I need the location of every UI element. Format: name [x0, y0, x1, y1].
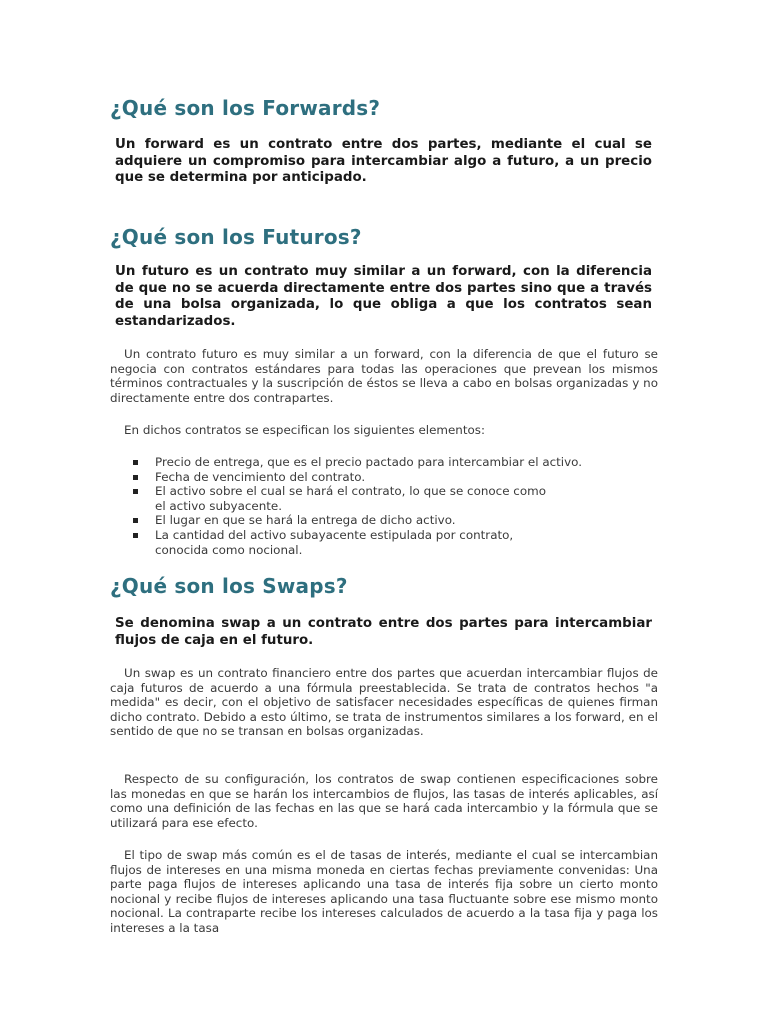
- paragraph-swaps-1: [110, 666, 658, 739]
- list-item-text: El activo sobre el cual se hará el contrato, lo que se conoce como el activo subyacente.: [155, 484, 546, 513]
- paragraph-swaps-1-text: Un swap es un contrato financiero entre dos partes que acuerdan intercambiar flujos de caja futuros de acuerdo a una fórmula preestablecida. Se trata de contratos hechos "a medida" es decir, con el objetivo de satisfacer necesidades específicas de quienes firman dicho contrato. Debido a esto último, se trata de instrumentos similares a los forward, en el sentido de que no se transan en bolsas organizadas.: [110, 666, 658, 739]
- heading-swaps: ¿Qué son los Swaps?: [110, 574, 348, 598]
- bullet-icon: [133, 533, 138, 538]
- list-item-text: La cantidad del activo subayacente estipulada por contrato, conocida como nocional.: [155, 527, 514, 557]
- lead-futuros: Un futuro es un contrato muy similar a un forward, con la diferencia de que no se acuerda directamente entre dos partes sino que a través de una bolsa organizada, lo que obliga a que los contratos sean estandarizados.: [115, 264, 652, 329]
- paragraph-swaps-3-text: El tipo de swap más común es el de tasas de interés, mediante el cual se intercambian flujos de intereses en una misma moneda en ciertas fechas previamente convenidas: Una parte paga flujos de intereses aplicando una tasa de interés fija sobre un cierto monto nocional y recibe flujos de intereses aplicando una tasa fluctuante sobre ese mismo monto nocional. La contraparte recibe los intereses calculados de acuerdo a la tasa fija y paga los intereses a la tasa: [110, 848, 658, 935]
- paragraph-swaps-2-text: Respecto de su configuración, los contratos de swap contienen especificaciones sobre las monedas en que se harán los intercambios de flujos, las tasas de interés aplicables, así como una definición de las fechas en las que se hará cada intercambio y la fórmula que se utilizará para ese efecto.: [110, 772, 658, 830]
- lead-swaps: Se denomina swap a un contrato entre dos partes para intercambiar flujos de caja en el futuro.: [115, 616, 652, 648]
- bullet-icon: [133, 489, 138, 494]
- list-item: [110, 484, 658, 513]
- list-item-text: Precio de entrega, que es el precio pactado para intercambiar el activo.: [155, 455, 582, 469]
- list-item: [110, 455, 658, 470]
- bullet-icon: [133, 518, 138, 523]
- bullet-icon: [133, 460, 138, 465]
- paragraph-futuros-2: [110, 423, 658, 438]
- list-item: [110, 513, 658, 528]
- list-item-text: El lugar en que se hará la entrega de dicho activo.: [155, 513, 456, 528]
- bullet-icon: [133, 475, 138, 480]
- heading-forwards: ¿Qué son los Forwards?: [110, 96, 381, 120]
- paragraph-futuros-1: [110, 347, 658, 405]
- lead-forwards: Un forward es un contrato entre dos partes, mediante el cual se adquiere un compromiso para intercambiar algo a futuro, a un precio que se determina por anticipado.: [115, 137, 652, 185]
- paragraph-swaps-3: [110, 848, 658, 936]
- elements-list: [110, 455, 658, 557]
- paragraph-futuros-2-text: En dichos contratos se especifican los siguientes elementos:: [124, 423, 485, 437]
- paragraph-swaps-2: [110, 772, 658, 830]
- heading-futuros: ¿Qué son los Futuros?: [110, 225, 362, 249]
- list-item: [110, 470, 658, 485]
- list-item-text: Fecha de vencimiento del contrato.: [155, 469, 366, 484]
- paragraph-futuros-1-text: Un contrato futuro es muy similar a un forward, con la diferencia de que el futuro se negocia con contratos estándares para todas las operaciones que prevean los mismos términos contractuales y la suscripción de éstos se lleva a cabo en bolsas organizadas y no directamente entre dos contrapartes.: [110, 347, 658, 405]
- list-item: [110, 528, 658, 557]
